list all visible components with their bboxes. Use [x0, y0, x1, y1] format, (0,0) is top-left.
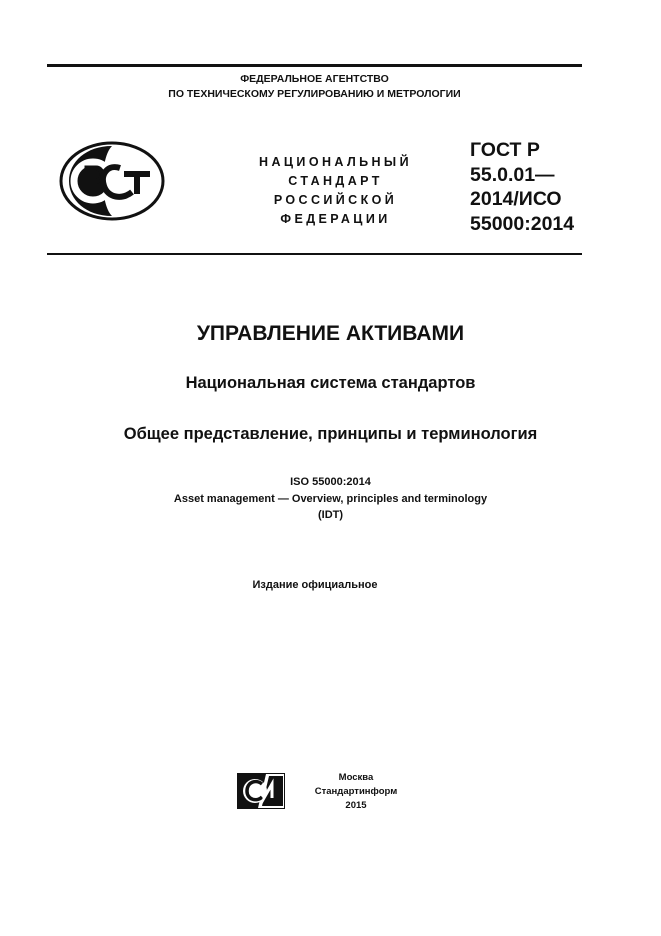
national-line-4: ФЕДЕРАЦИИ [280, 212, 391, 226]
publisher-block [295, 771, 417, 813]
iso-title: Asset management — Overview, principles and terminology [173, 492, 488, 505]
standard-designation [470, 138, 600, 236]
designation-line-1: ГОСТ Р [470, 139, 540, 161]
agency-line-2: ПО ТЕХНИЧЕСКОМУ РЕГУЛИРОВАНИЮ И МЕТРОЛОГИИ [168, 88, 461, 100]
national-line-1: НАЦИОНАЛЬНЫЙ [259, 155, 412, 169]
edition-label: Издание официальное [252, 579, 378, 591]
agency-line-1: ФЕДЕРАЛЬНОЕ АГЕНТСТВО [240, 73, 389, 85]
designation-line-4: 55000:2014 [470, 212, 575, 235]
rst-logo-icon [58, 140, 166, 222]
top-rule [47, 64, 582, 67]
middle-rule [47, 253, 582, 255]
iso-degree: (IDT) [317, 509, 344, 521]
document-subtitle: Национальная система стандартов [185, 374, 476, 392]
designation-line-2: 55.0.01— [470, 163, 555, 186]
designation-line-3: 2014/ИСО [470, 188, 562, 210]
national-standard-block [228, 153, 443, 229]
standartinform-logo-icon [236, 772, 286, 810]
iso-number: ISO 55000:2014 [290, 476, 371, 488]
national-line-2: СТАНДАРТ [288, 174, 383, 188]
publisher-name: Стандартинформ [314, 786, 398, 797]
document-subtitle-2: Общее представление, принципы и терминология [123, 425, 538, 443]
publisher-city: Москва [338, 772, 374, 783]
agency-header [47, 72, 582, 102]
document-title: УПРАВЛЕНИЕ АКТИВАМИ [196, 322, 465, 345]
national-line-3: РОССИЙСКОЙ [273, 193, 398, 207]
iso-reference [0, 474, 661, 524]
publisher-year: 2015 [345, 800, 367, 811]
